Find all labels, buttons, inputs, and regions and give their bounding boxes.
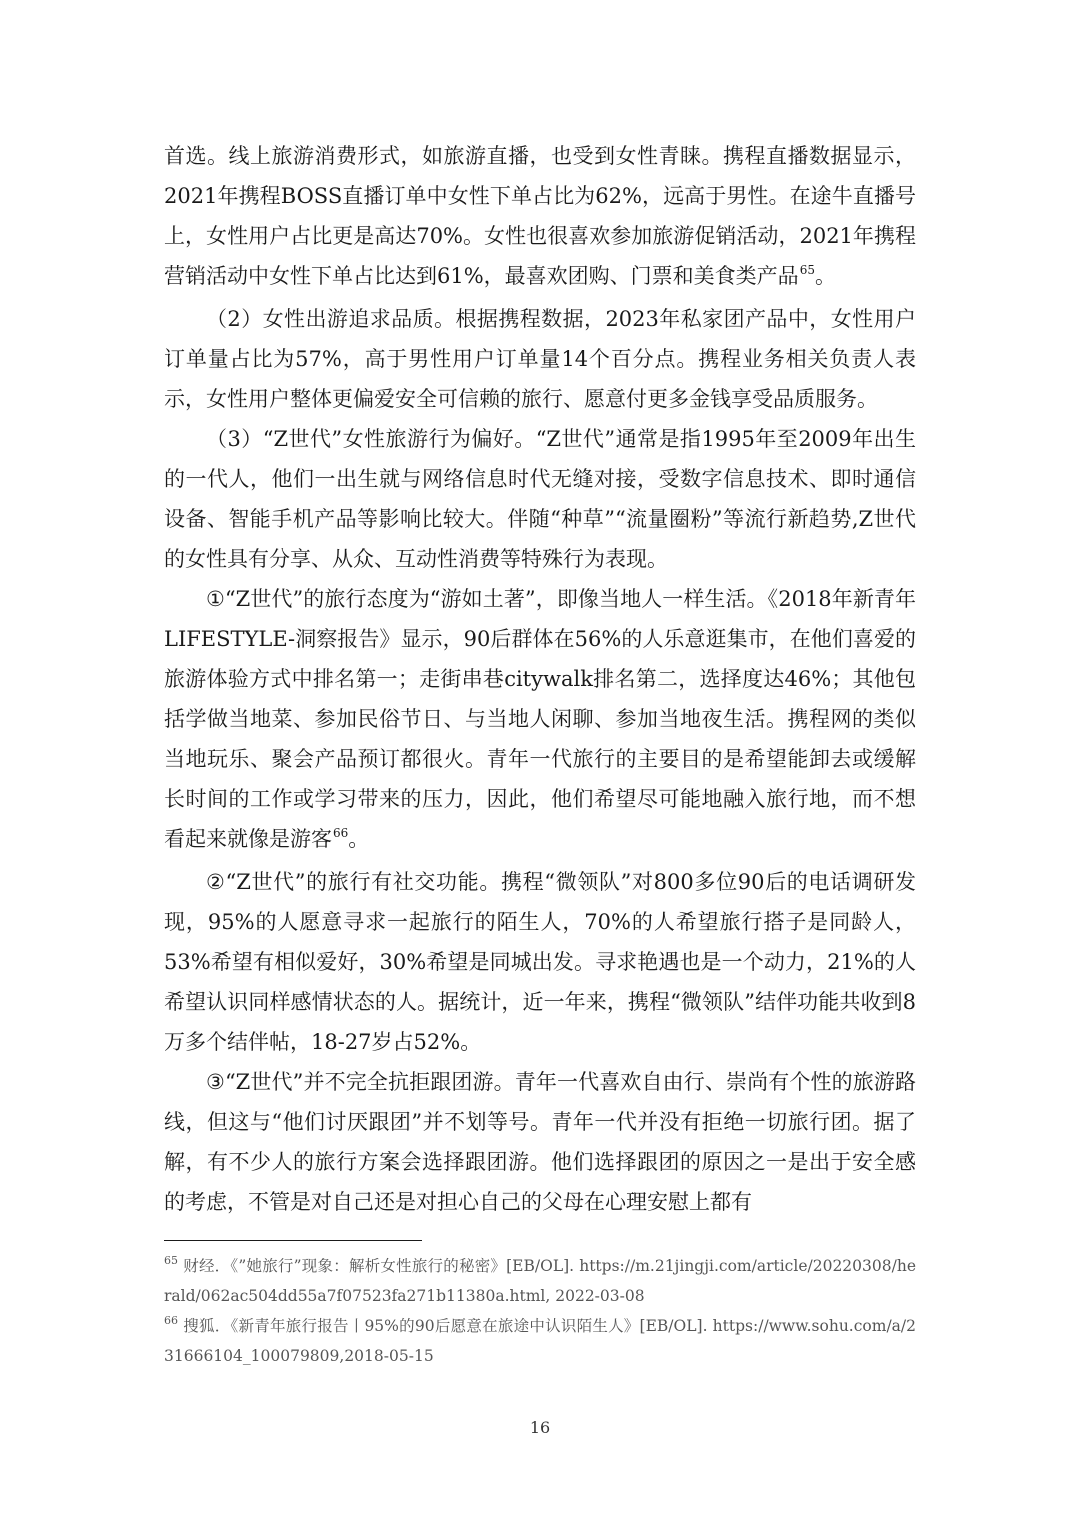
paragraph-text: 首选。线上旅游消费形式，如旅游直播，也受到女性青睐。携程直播数据显示，2021年携程BOSS直播订单中女性下单占比为62%，远高于男性。在途牛直播号上，女性用户占比更是高达70%。女性也很喜欢参加旅游促销活动，2021年携程营销活动中女性下单占比达到61%，最喜欢团购、门票和美食类产品 <box>164 144 916 288</box>
paragraph-text: ②“Z世代”的旅行有社交功能。携程“微领队”对800多位90后的电话调研发现，95%的人愿意寻求一起旅行的陌生人，70%的人希望旅行搭子是同龄人，53%希望有相似爱好，30%希望是同城出发。寻求艳遇也是一个动力，21%的人希望认识同样感情状态的人。据统计，近一年来，携程“微领队”结伴功能共收到8万多个结伴帖，18-27岁占52%。 <box>164 870 916 1054</box>
paragraph <box>164 299 916 419</box>
footnote-number: 65 <box>164 1254 178 1267</box>
paragraph <box>164 136 916 299</box>
paragraph-tail: 。 <box>814 264 836 288</box>
body-text <box>164 136 916 1222</box>
paragraph <box>164 579 916 862</box>
footnotes <box>164 1252 916 1372</box>
paragraph <box>164 862 916 1062</box>
paragraph-text: ③“Z世代”并不完全抗拒跟团游。青年一代喜欢自由行、崇尚有个性的旅游路线，但这与“他们讨厌跟团”并不划等号。青年一代并没有拒绝一切旅行团。据了解，有不少人的旅行方案会选择跟团游。他们选择跟团的原因之一是出于安全感的考虑，不管是对自己还是对担心自己的父母在心理安慰上都有 <box>164 1070 916 1214</box>
footnote-ref[interactable]: 65 <box>799 263 815 277</box>
paragraph-text: （2）女性出游追求品质。根据携程数据，2023年私家团产品中，女性用户订单量占比为57%，高于男性用户订单量14个百分点。携程业务相关负责人表示，女性用户整体更偏爱安全可信赖的旅行、愿意付更多金钱享受品质服务。 <box>164 307 916 411</box>
page-number: 16 <box>529 1418 551 1437</box>
paragraph <box>164 1062 916 1222</box>
footnote-text: 搜狐．《新青年旅行报告丨95%的90后愿意在旅途中认识陌生人》[EB/OL]. https://www.sohu.com/a/231666104_100079809,2018-05-15 <box>164 1317 916 1365</box>
paragraph <box>164 419 916 579</box>
paragraph-text: ①“Z世代”的旅行态度为“游如土著”，即像当地人一样生活。《2018年新青年LIFESTYLE-洞察报告》显示，90后群体在56%的人乐意逛集市，在他们喜爱的旅游体验方式中排名第一；走街串巷citywalk排名第二，选择度达46%；其他包括学做当地菜、参加民俗节日、与当地人闲聊、参加当地夜生活。携程网的类似当地玩乐、聚会产品预订都很火。青年一代旅行的主要目的是希望能卸去或缓解长时间的工作或学习带来的压力，因此，他们希望尽可能地融入旅行地，而不想看起来就像是游客 <box>164 587 916 851</box>
footnote <box>164 1252 916 1310</box>
paragraph-tail: 。 <box>348 827 370 851</box>
footnote-number: 66 <box>164 1314 178 1327</box>
footnote <box>164 1312 916 1370</box>
footnote-text: 财经．《”她旅行”现象：解析女性旅行的秘密》[EB/OL]. https://m.21jingji.com/article/20220308/herald/062ac504dd55a7f07523fa271b11380a.html, 2022-03-08 <box>164 1257 916 1305</box>
footnote-ref[interactable]: 66 <box>333 826 349 840</box>
footnote-divider <box>164 1240 422 1241</box>
paragraph-text: （3）“Z世代”女性旅游行为偏好。“Z世代”通常是指1995年至2009年出生的一代人，他们一出生就与网络信息时代无缝对接，受数字信息技术、即时通信设备、智能手机产品等影响比较大。伴随“种草”“流量圈粉”等流行新趋势,Z世代的女性具有分享、从众、互动性消费等特殊行为表现。 <box>164 427 916 571</box>
